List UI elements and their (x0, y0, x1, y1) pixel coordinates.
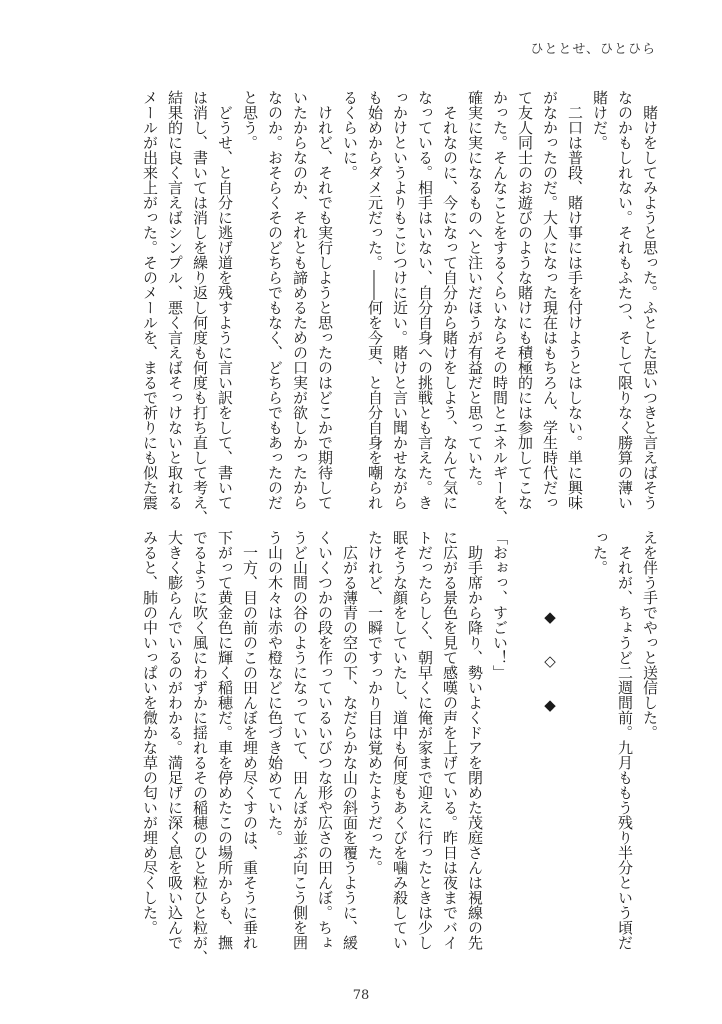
text-line: 助手席から降り、勢いよくドアを閉めた茂庭さんは視線の先 (466, 530, 484, 950)
text-line: 結果的に良く言えばシンプル、悪く言えばそっけないと取れる (166, 90, 184, 510)
text-line: 下がって黄金色に輝く稲穂だ。車を停めたこの場所からも、撫 (216, 530, 234, 950)
text-line: けれど、それでも実行しようと思ったのはどこかで期待して (316, 90, 334, 510)
text-line: なっている。相手はいない、自分自身への挑戦とも言えた。き (416, 90, 434, 510)
text-line: 眠そうな顔をしていたし、道中も何度もあくびを噛み殺してい (391, 530, 409, 950)
text-line: に広がる景色を見て感嘆の声を上げている。昨日は夜までバイ (441, 530, 459, 950)
text-line: なのかもしれない。それもふたつ、そして限りなく勝算の薄い (616, 90, 634, 510)
text-line: 賭けをしてみようと思った。ふとした思いつきと言えばそう (641, 90, 659, 510)
text-line: どうせ、と自分に逃げ道を残すように言い訳をして、書いて (216, 90, 234, 510)
text-line: えを伴う手でやっと送信した。 (641, 530, 659, 740)
text-line (562, 530, 587, 970)
text-line: メールが出来上がった。そのメールを、まるで祈りにも似た震 (141, 90, 159, 510)
text-line: みると、肺の中いっぱいを微かな草の匂いが埋め尽くした。 (141, 530, 159, 935)
text-line: くいくつかの段を作っているいびつな形や広さの田んぼ。ちょ (316, 530, 334, 950)
text-block-upper (132, 90, 662, 526)
text-line: 広がる薄青の空の下、なだらかな山の斜面を覆うように、緩 (341, 530, 359, 950)
text-line: がなかったのだ。大人になった現在はもちろん、学生時代だっ (541, 90, 559, 510)
text-line: なのか。おそらくそのどちらでもなく、どちらでもあったのだ (266, 90, 284, 510)
text-line: っかけというよりもこじつけに近い。賭けと言い聞かせながら (391, 90, 409, 510)
text-line: う山の木々は赤や橙などに色づき始めていた。 (266, 530, 284, 845)
text-line: トだったらしく、朝早くに俺が家まで迎えに行ったときは少し (416, 530, 434, 950)
text-line: うど山間の谷のようになっていて、田んぼが並ぶ向こう側を囲 (291, 530, 309, 950)
running-title: ひととせ、ひとひら (530, 42, 656, 57)
text-line: それなのに、今になって自分から賭けをしよう、なんて気に (441, 90, 459, 510)
text-line: いたからなのか、それとも諦めるための口実が欲しかったから (291, 90, 309, 510)
text-line: 一方、目の前のこの田んぼを埋め尽くすのは、重そうに垂れ (241, 530, 259, 950)
text-line: 二口は普段、賭け事には手を付けようとはしない。単に興味 (566, 90, 584, 510)
text-line (512, 530, 537, 970)
text-line: は消し、書いては消しを繰り返し何度も何度も打ち直して考え、 (191, 90, 209, 525)
text-line: 大きく膨らんでいるのがわかる。満足げに深く息を吸い込んで (166, 530, 184, 950)
text-line: 賭けだ。 (591, 90, 609, 150)
text-line: るくらいに。 (341, 90, 359, 180)
text-line: でるように吹く風にわずかに揺れるその稲穂のひと粒ひと粒が、 (191, 530, 209, 965)
scene-break-ornament: ◆◇◆ (541, 608, 559, 740)
text-line: て友人同士のお遊びのような賭けにも積極的には参加してこな (516, 90, 534, 510)
page-number: 78 (352, 988, 370, 1003)
text-line: かった。そんなことをするくらいならその時間とエネルギーを、 (491, 90, 509, 525)
text-block-lower (132, 530, 662, 970)
text-line: 確実に実になるものへと注いだほうが有益だと思っていた。 (466, 90, 484, 495)
text-line: それが、ちょうど二週間前。九月ももう残り半分という頃だ (616, 530, 634, 950)
text-line: 「おぉっ、すごい！」 (491, 530, 509, 680)
text-line: と思う。 (241, 90, 259, 150)
text-line: も始めからダメ元だった。――何を今更、と自分自身を嘲られ (366, 90, 384, 510)
text-line: った。 (591, 530, 609, 575)
text-line: たけれど、一瞬ですっかり目は覚めたようだった。 (366, 530, 384, 875)
